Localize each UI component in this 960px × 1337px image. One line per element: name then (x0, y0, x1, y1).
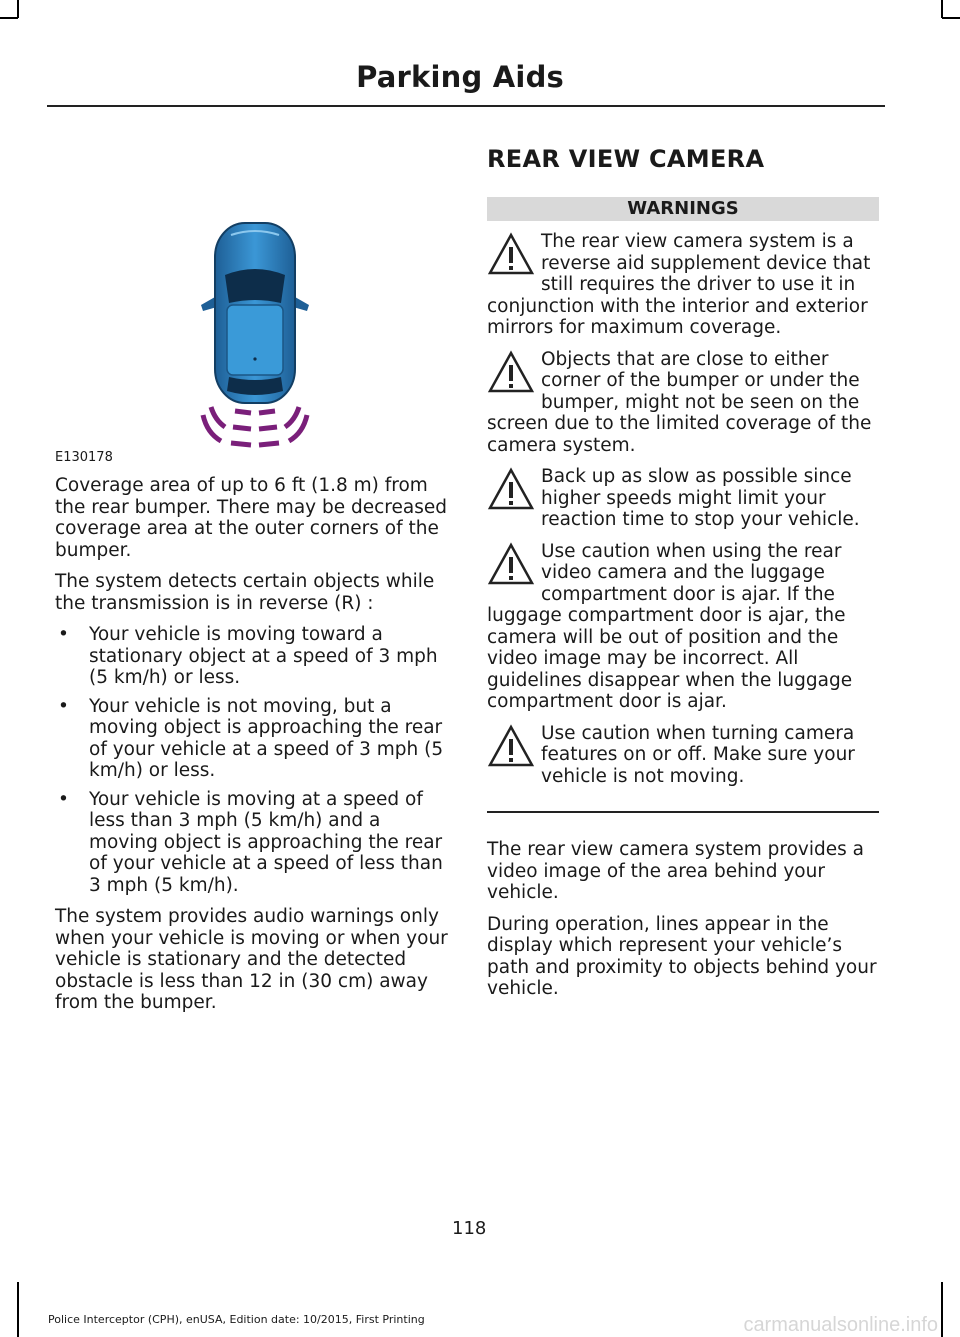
watermark: carmanualsonline.info (743, 1314, 938, 1336)
parking-sensor-figure (55, 215, 447, 475)
camera-description: The rear view camera system provides a video image of the area behind your vehicle. (487, 839, 865, 903)
section-title: REAR VIEW CAMERA (487, 145, 765, 173)
bullet-icon: • (58, 695, 69, 717)
footer-edition: Police Interceptor (CPH), enUSA, Edition date: 10/2015, First Printing (48, 1313, 425, 1326)
crop-mark (941, 1282, 943, 1337)
bullet-icon: • (58, 624, 69, 645)
bullet-icon: • (58, 788, 69, 810)
list-item: • Your vehicle is moving toward a stationary object at a speed of 3 mph (5 km/h) or less. (58, 624, 438, 688)
warning-triangle-icon (487, 349, 535, 397)
crop-mark (17, 0, 19, 18)
crop-mark (942, 17, 960, 19)
audio-warning-paragraph: The system provides audio warnings only when your vehicle is moving or when your vehicle is stationary and the detected obstacle is less than 12 in (30 cm) away from the bumper. (55, 906, 448, 1013)
crop-mark (941, 0, 943, 18)
warnings-header: WARNINGS (487, 197, 879, 221)
warning-triangle-icon (487, 231, 535, 279)
coverage-paragraph: Coverage area of up to 6 ft (1.8 m) from the rear bumper. There may be decreased coverage area at the outer corners of the bumper. (55, 475, 447, 561)
list-item: • Your vehicle is not moving, but a moving object is approaching the rear of your vehicle at a speed of 3 mph (5 km/h) or less. (58, 695, 444, 781)
detection-list (55, 624, 450, 896)
page-title: Parking Aids (356, 60, 564, 94)
warning-item: Back up as slow as possible since higher speeds might limit your reaction time to stop your vehicle. (487, 466, 879, 531)
warning-triangle-icon (487, 723, 535, 771)
header-divider (47, 105, 885, 107)
warning-item: The rear view camera system is a reverse aid supplement device that still requires the driver to use it in conjunction with the interior and exterior mirrors for maximum coverage. (487, 231, 871, 338)
page-number: 118 (452, 1218, 487, 1239)
camera-operation: During operation, lines appear in the display which represent your vehicle’s path and proximity to objects behind your vehicle. (487, 913, 877, 999)
left-column (55, 215, 450, 1024)
car-top-view-icon (55, 215, 447, 475)
warning-item: Objects that are close to either corner of the bumper or under the bumper, might not be seen on the screen due to the limited coverage of the camera system. (487, 348, 872, 456)
warnings-divider (487, 811, 879, 813)
figure-code: E130178 (55, 450, 113, 465)
detection-intro: The system detects certain objects while the transmission is in reverse (R) : (55, 571, 435, 614)
warning-triangle-icon (487, 466, 535, 514)
list-item: • Your vehicle is moving at a speed of less than 3 mph (5 km/h) and a moving object is approaching the rear of your vehicle at a speed of less than 3 mph (5 km/h). (58, 788, 443, 896)
warning-item: Use caution when turning camera features on or off. Make sure your vehicle is not moving. (487, 723, 879, 788)
crop-mark (17, 1282, 19, 1337)
warning-triangle-icon (487, 541, 535, 589)
right-column (487, 145, 879, 1010)
crop-mark (0, 17, 18, 19)
warning-item: Use caution when using the rear video camera and the luggage compartment door is ajar. If the luggage compartment door is ajar, the camera will be out of position and the video image may be incorrect. All guidelines disappear when the luggage compartment door is ajar. (487, 540, 853, 712)
